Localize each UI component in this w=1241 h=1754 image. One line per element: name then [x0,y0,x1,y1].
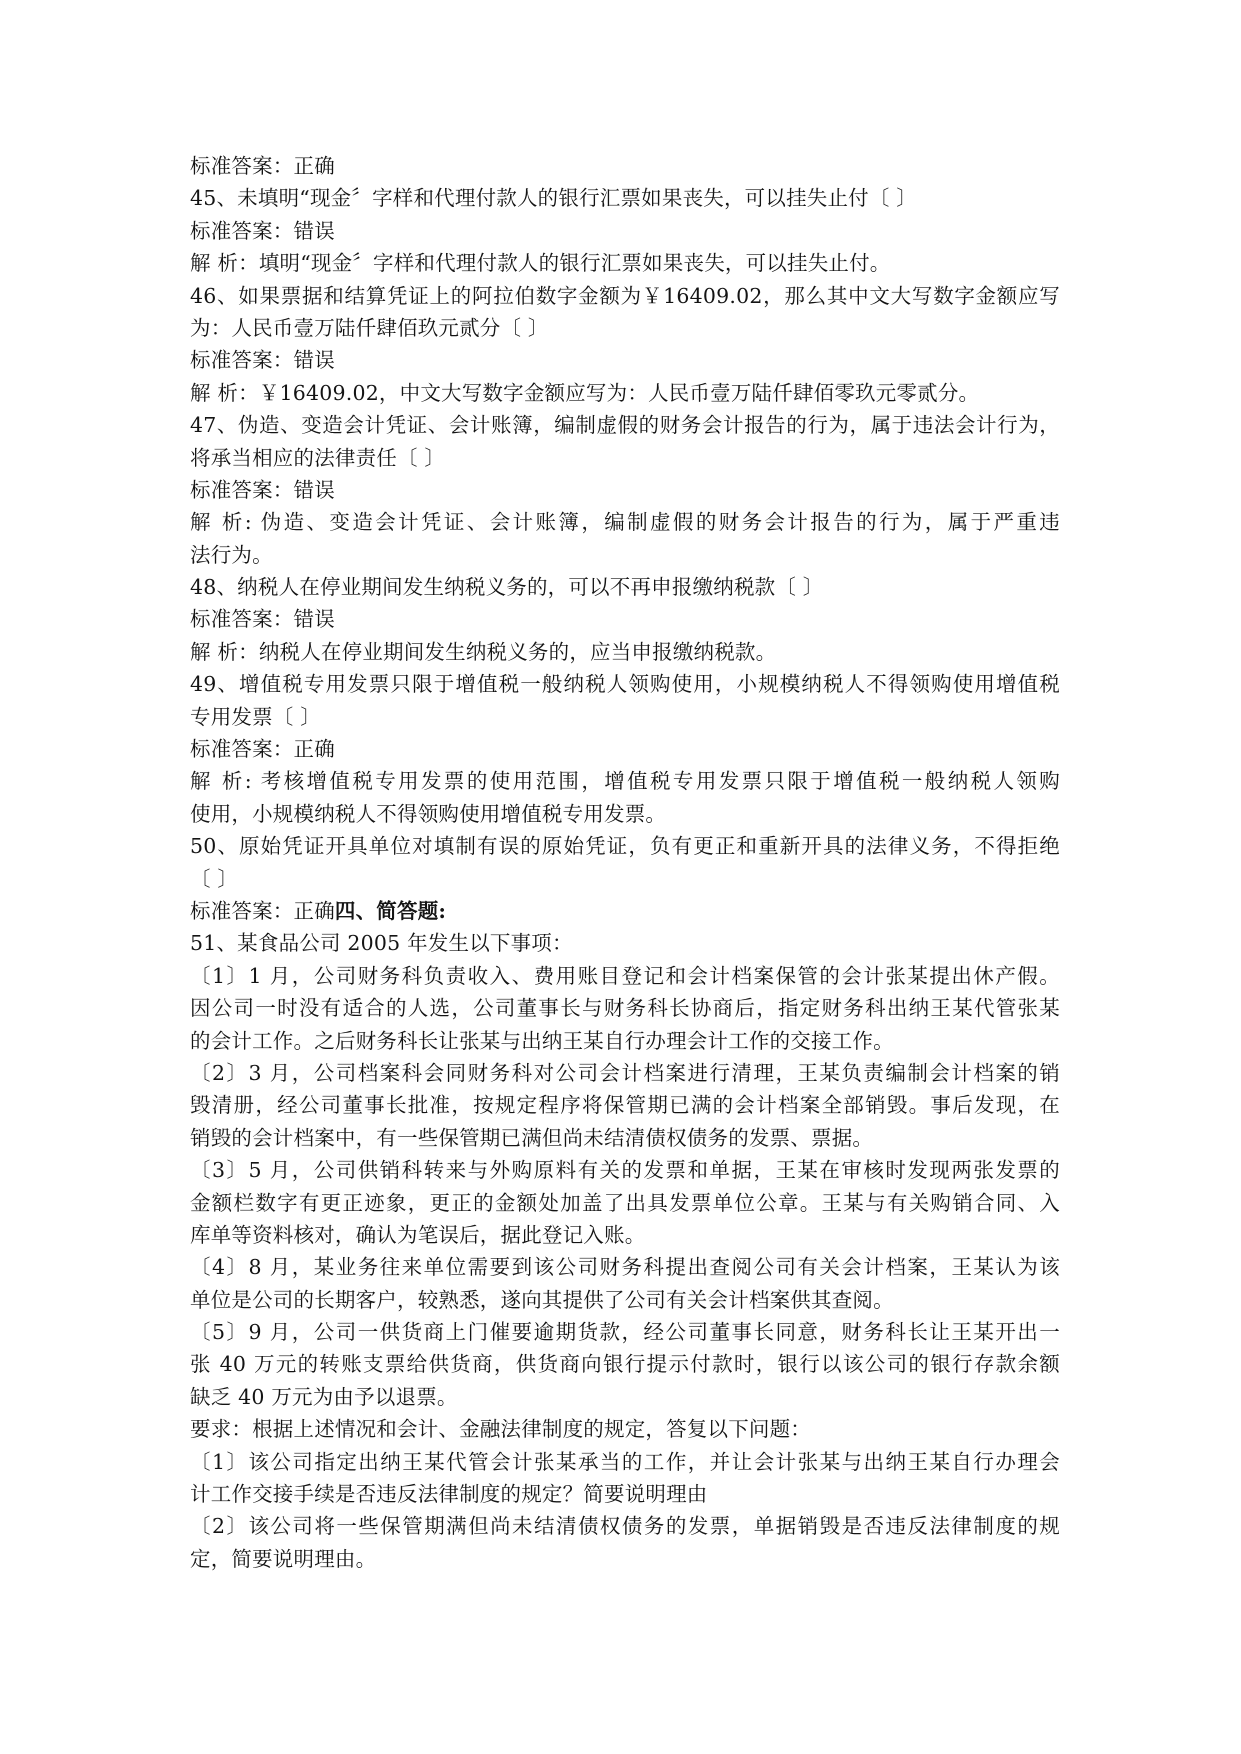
requirement-1-line-2: 计工作交接手续是否违反法律制度的规定？简要说明理由 [190,1482,708,1507]
case-5-line-1: 〔5〕9 月，公司一供货商上门催要逾期货款，经公司董事长同意，财务科长让王某开出一 [190,1320,1060,1345]
question-46-line-2: 为：人民币壹万陆仟肆佰玖元贰分〔 〕 [190,315,549,340]
case-5-line-2: 张 40 万元的转账支票给供货商，供货商向银行提示付款时，银行以该公司的银行存款余额 [190,1352,1060,1377]
case-2-line-2: 毁清册，经公司董事长批准，按规定程序将保管期已满的会计档案全部销毁。事后发现，在 [190,1093,1060,1118]
answer-line-47: 标准答案：错误 [190,477,335,502]
answer-line-50: 标准答案：正确 [190,898,335,923]
case-1-line-3: 的会计工作。之后财务科长让张某与出纳王某自行办理会计工作的交接工作。 [190,1028,894,1053]
answer-line-48: 标准答案：错误 [190,607,335,632]
requirement-2-line-2: 定，简要说明理由。 [190,1546,377,1571]
analysis-49-line-2: 使用，小规模纳税人不得领购使用增值税专用发票。 [190,801,667,826]
question-49-line-1: 49、增值税专用发票只限于增值税一般纳税人领购使用，小规模纳税人不得领购使用增值税 [190,672,1060,697]
case-1-line-1: 〔1〕1 月，公司财务科负责收入、费用账目登记和会计档案保管的会计张某提出休产假。 [190,963,1060,988]
question-51-intro: 51、某食品公司 2005 年发生以下事项： [190,931,573,956]
analysis-49-line-1: 解 析: 考核增值税专用发票的使用范围，增值税专用发票只限于增值税一般纳税人领购 [190,769,1060,794]
analysis-46: 解 析：￥16409.02，中文大写数字金额应写为：人民币壹万陆仟肆佰零玖元零贰分。 [190,380,980,405]
analysis-47-line-2: 法行为。 [190,542,273,567]
answer-line-46: 标准答案：错误 [190,348,335,373]
requirement-intro: 要求：根据上述情况和会计、金融法律制度的规定，答复以下问题： [190,1417,811,1442]
analysis-48: 解 析：纳税人在停业期间发生纳税义务的，应当申报缴纳税款。 [190,639,777,664]
document-body [190,150,1060,1575]
case-1-line-2: 因公司一时没有适合的人选，公司董事长与财务科长协商后，指定财务科出纳王某代管张某 [190,996,1060,1021]
case-3-line-2: 金额栏数字有更正迹象，更正的金额处加盖了出具发票单位公章。王某与有关购销合同、入 [190,1190,1060,1215]
question-49-line-2: 专用发票〔 〕 [190,704,321,729]
question-47-line-1: 47、伪造、变造会计凭证、会计账簿，编制虚假的财务会计报告的行为，属于违法会计行为， [190,413,1060,438]
case-3-line-1: 〔3〕5 月，公司供销科转来与外购原料有关的发票和单据，王某在审核时发现两张发票的 [190,1158,1060,1183]
question-47-line-2: 将承当相应的法律责任〔 〕 [190,445,446,470]
question-50-line-2: 〔 〕 [190,866,239,891]
section-heading: 四、简答题: [334,898,447,923]
case-3-line-3: 库单等资料核对，确认为笔误后，据此登记入账。 [190,1222,646,1247]
requirement-2-line-1: 〔2〕该公司将一些保管期满但尚未结清债权债务的发票，单据销毁是否违反法律制度的规 [190,1514,1060,1539]
answer-line-44: 标准答案：正确 [190,154,335,178]
analysis-47-line-1: 解 析: 伪造、变造会计凭证、会计账簿，编制虚假的财务会计报告的行为，属于严重违 [190,510,1060,535]
case-2-line-3: 销毁的会计档案中，有一些保管期已满但尚未结清债权债务的发票、票据。 [190,1125,874,1150]
answer-line-49: 标准答案：正确 [190,737,335,762]
case-5-line-3: 缺乏 40 万元为由予以退票。 [190,1384,458,1409]
case-4-line-1: 〔4〕8 月，某业务往来单位需要到该公司财务科提出查阅公司有关会计档案，王某认为该 [190,1255,1060,1280]
analysis-45: 解 析：填明“现金〞字样和代理付款人的银行汇票如果丧失，可以挂失止付。 [190,251,891,276]
question-45: 45、未填明“现金〞字样和代理付款人的银行汇票如果丧失，可以挂失止付〔 〕 [190,186,917,211]
question-48: 48、纳税人在停业期间发生纳税义务的，可以不再申报缴纳税款〔 〕 [190,575,824,600]
answer-line-45: 标准答案：错误 [190,218,335,243]
case-2-line-1: 〔2〕3 月，公司档案科会同财务科对公司会计档案进行清理，王某负责编制会计档案的销 [190,1060,1060,1085]
requirement-1-line-1: 〔1〕该公司指定出纳王某代管会计张某承当的工作，并让会计张某与出纳王某自行办理会 [190,1449,1060,1474]
answer-and-section-line [190,895,1060,927]
case-4-line-2: 单位是公司的长期客户，较熟悉，遂向其提供了公司有关会计档案供其查阅。 [190,1287,894,1312]
question-46-line-1: 46、如果票据和结算凭证上的阿拉伯数字金额为￥16409.02，那么其中文大写数字金额应写 [190,283,1060,308]
question-50-line-1: 50、原始凭证开具单位对填制有误的原始凭证，负有更正和重新开具的法律义务，不得拒绝 [190,834,1060,859]
